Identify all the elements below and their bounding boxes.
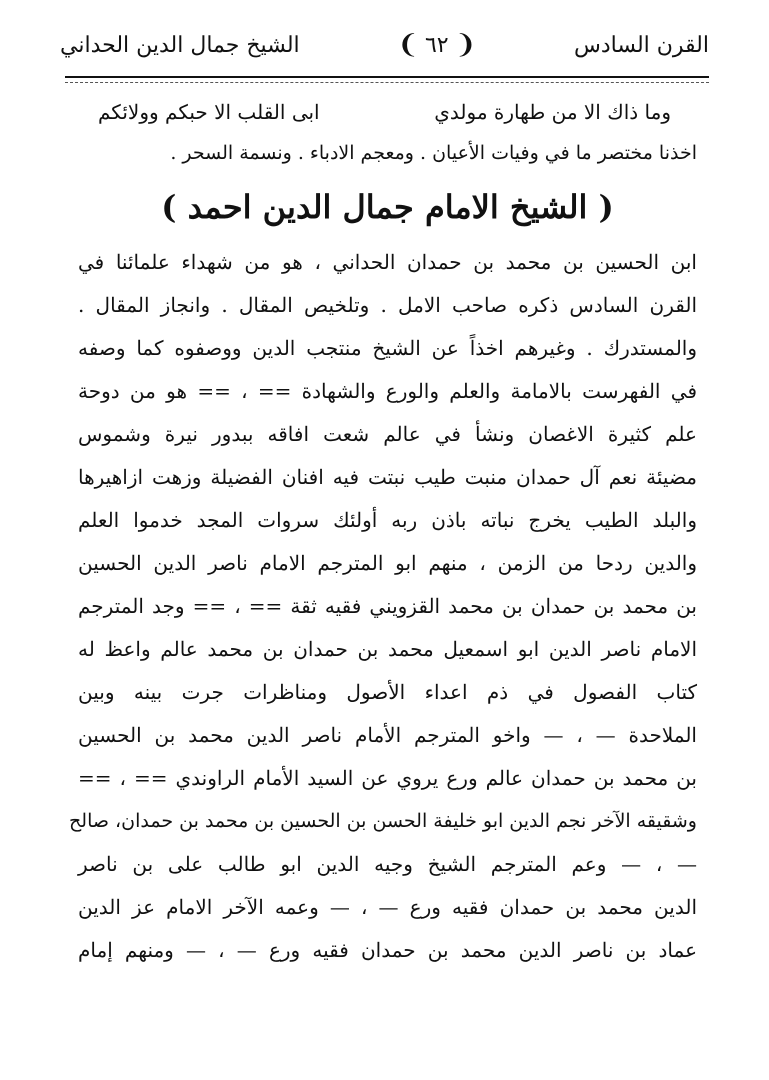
text-line: والمستدرك . وغيرهم اخذاً عن الشيخ منتجب الدين ووصفوه كما وصفه xyxy=(78,336,697,360)
header-chapter: القرن السادس xyxy=(573,32,709,58)
text-line: وشقيقه الآخر نجم الدين ابو خليفة الحسن بن الحسين بن محمد بن حمدان، صالح xyxy=(69,810,697,832)
header-divider xyxy=(65,76,709,78)
page-header xyxy=(60,20,709,70)
source-citation: اخذنا مختصر ما في وفيات الأعيان . ومعجم الادباء . ونسمة السحر . xyxy=(170,142,697,164)
verse-hemistich-right: وما ذاك الا من طهارة مولدي xyxy=(434,100,671,124)
verse-hemistich-left: ابى القلب الا حبكم وولائكم xyxy=(98,100,320,124)
text-line: مضيئة نعم آل حمدان منبت طيب نبتت فيه افنان الفضيلة وزهت ازاهيرها xyxy=(78,465,697,489)
page-number: ٦٢ xyxy=(424,32,449,58)
header-page-number-group xyxy=(397,32,476,58)
text-line: — ، — وعم المترجم الشيخ وجيه الدين ابو طالب على بن ناصر xyxy=(78,852,697,876)
text-line: بن محمد بن حمدان عالم ورع يروي عن السيد الأمام الراوندي == ، == xyxy=(78,766,697,790)
text-line: ابن الحسين بن محمد بن حمدان الحداني ، هو من شهداء علمائنا في xyxy=(78,250,697,274)
text-line: بن محمد بن حمدان بن محمد القزويني فقيه ثقة == ، == وجد المترجم xyxy=(78,594,697,618)
section-title: ( الشيخ الامام جمال الدين احمد ) xyxy=(161,188,614,226)
text-line: الملاحدة — ، — واخو المترجم الأمام ناصر الدين محمد بن الحسين xyxy=(78,723,697,747)
text-line: والبلد الطيب يخرج نباته باذن ربه أولئك سروات المجد خدموا العلم xyxy=(78,508,697,532)
paren-close-ornament: ❩ xyxy=(397,30,419,60)
header-running-title: الشيخ جمال الدين الحداني xyxy=(60,32,300,58)
text-line: في الفهرست بالامامة والعلم والورع والشهادة == ، == هو من دوحة xyxy=(78,379,697,403)
text-line: عماد بن ناصر الدين محمد بن حمدان فقيه ورع — ، — ومنهم إمام xyxy=(78,938,697,962)
text-line: الدين محمد بن حمدان فقيه ورع — ، — وعمه الآخر الامام عز الدين xyxy=(78,895,697,919)
text-line: علم كثيرة الاغصان ونشأ في عالم شعت افاقه ببدور نيرة وشموس xyxy=(78,422,697,446)
text-line: كتاب الفصول في ذم اعداء الأصول ومناظرات جرت بينه وبين xyxy=(78,680,697,704)
page-body xyxy=(69,92,697,972)
text-line: الامام ناصر الدين ابو اسمعيل محمد بن حمدان بن محمد عالم واعظ له xyxy=(78,637,697,661)
paren-open-ornament: ❨ xyxy=(454,30,477,60)
body-paragraph xyxy=(69,241,697,972)
poem-verse xyxy=(78,92,697,132)
text-line: والدين ردحا من الزمن ، منهم ابو المترجم الامام ناصر الدين الحسين xyxy=(78,551,697,575)
text-line: القرن السادس ذكره صاحب الامل . وتلخيص المقال . وانجاز المقال . xyxy=(78,293,697,317)
